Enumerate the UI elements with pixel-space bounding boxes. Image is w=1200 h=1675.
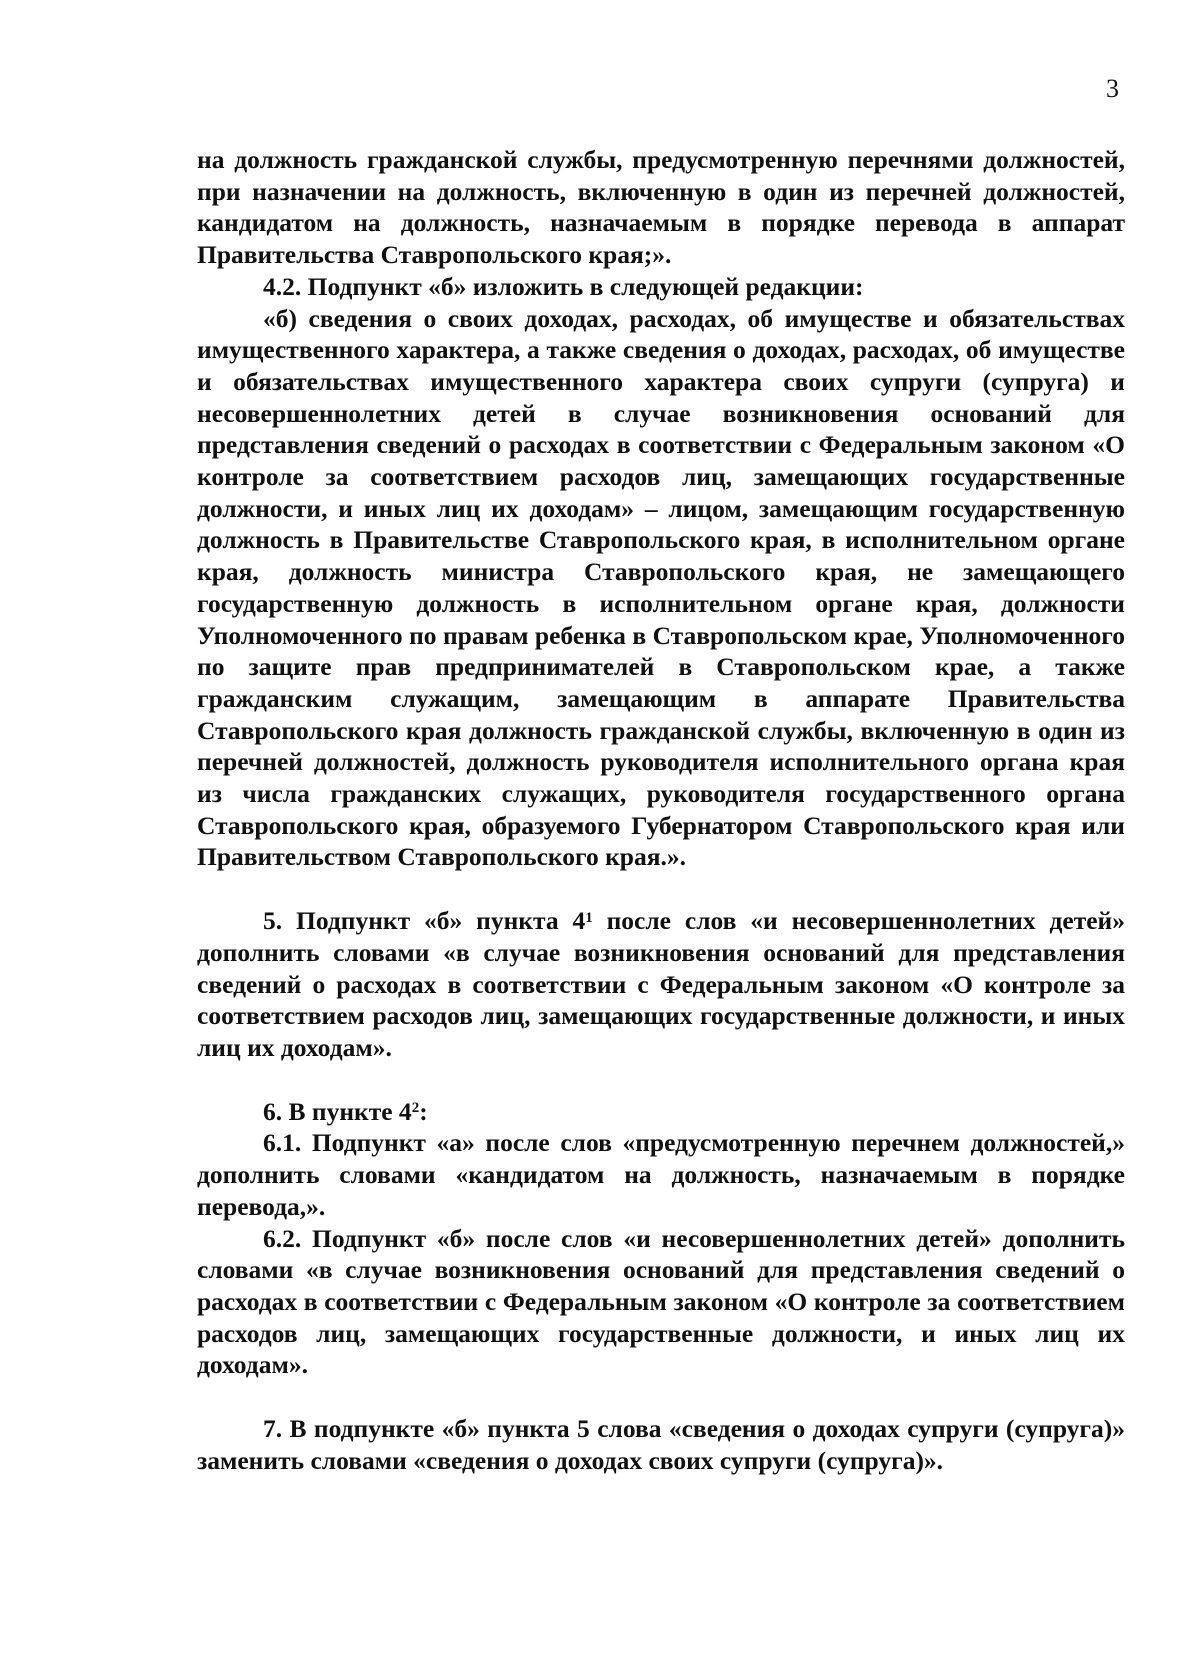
document-body: [197, 144, 1125, 1476]
page-number: 3: [1106, 74, 1119, 103]
paragraph-subitem-b-text: «б) сведения о своих доходах, расходах, об имуществе и обязательствах имущественного характера, а также сведения о доходах, расходах, об имуществе и обязательствах имущественного характера своих супруги (супруга) и несовершеннолетних детей в случае возникновения оснований для представления сведений о расходах в соответствии с Федеральным законом «О контроле за соответствием расходов лиц, замещающих государственные должности, и иных лиц их доходам» – лицом, замещающим государственную должность в Правительстве Ставропольского края, в исполнительном органе края, должность министра Ставропольского края, не замещающего государственную должность в исполнительном органе края, должности Уполномоченного по правам ребенка в Ставропольском крае, Уполномоченного по защите прав предпринимателей в Ставропольском крае, а также гражданским служащим, замещающим в аппарате Правительства Ставропольского края должность гражданской службы, включенную в один из перечней должностей, должность руководителя исполнительного органа края из числа гражданских служащих, руководителя государственного органа Ставропольского края, образуемого Губернатором Ставропольского края или Правительством Ставропольского края.».: [197, 303, 1125, 872]
paragraph-6-rest: :: [419, 1096, 428, 1126]
paragraph-4-2: 4.2. Подпункт «б» изложить в следующей редакции:: [263, 271, 864, 301]
paragraph-6-1: 6.1. Подпункт «а» после слов «предусмотренную перечнем должностей,» дополнить словами «кандидатом на должность, назначаемым в порядке перевода,».: [197, 1128, 1125, 1221]
paragraph-5-start: 5. Подпункт «б» пункта 4: [263, 906, 586, 936]
paragraph-continuation: на должность гражданской службы, предусмотренную перечнями должностей, при назначении на должность, включенную в один из перечней должностей, кандидатом на должность, назначаемым в порядке перевода в аппарат Правительства Ставропольского края;».: [197, 145, 1125, 270]
paragraph-7: 7. В подпункте «б» пункта 5 слова «сведения о доходах супруги (супруга)» заменить словами «сведения о доходах своих супруги (супруга)».: [197, 1414, 1125, 1475]
paragraph-6-start: 6. В пункте 4: [263, 1096, 412, 1126]
paragraph-6-2: 6.2. Подпункт «б» после слов «и несовершеннолетних детей» дополнить словами «в случае возникновения оснований для представления сведений о расходах в соответствии с Федеральным законом «О контроле за соответствием расходов лиц, замещающих государственные должности, и иных лиц их доходам».: [197, 1223, 1125, 1380]
paragraph-6: [197, 1096, 1125, 1128]
paragraph-5: [197, 905, 1125, 1064]
paragraph-5-superscript: 1: [585, 909, 593, 926]
paragraph-5-rest: после слов «и несовершеннолетних детей» дополнить словами «в случае возникновения оснований для представления сведений о расходах в соответствии с Федеральным законом «О контроле за соответствием расходов лиц, замещающих государственные должности, и иных лиц их доходам».: [197, 906, 1125, 1062]
paragraph-6-superscript: 2: [411, 1100, 420, 1117]
